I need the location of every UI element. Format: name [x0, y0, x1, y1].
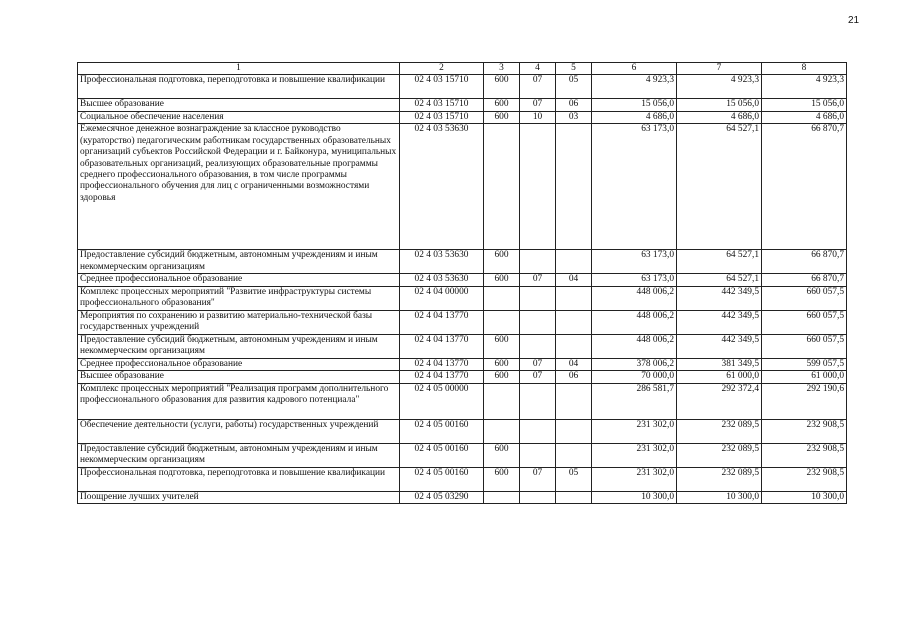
amount-col6: 286 581,7	[592, 383, 677, 419]
column-header: 6	[592, 63, 677, 75]
expense-type	[484, 383, 520, 419]
subsection	[556, 334, 592, 358]
table-row	[78, 99, 847, 112]
section: 07	[520, 371, 556, 383]
target-code: 02 4 03 15710	[400, 112, 484, 124]
amount-col7: 10 300,0	[677, 491, 762, 503]
section	[520, 250, 556, 274]
amount-col8: 66 870,7	[762, 250, 847, 274]
column-header: 7	[677, 63, 762, 75]
amount-col8: 232 908,5	[762, 443, 847, 467]
budget-table	[77, 62, 847, 504]
expense-type: 600	[484, 467, 520, 491]
subsection: 05	[556, 75, 592, 99]
expense-type	[484, 124, 520, 250]
subsection: 06	[556, 371, 592, 383]
row-name: Среднее профессиональное образование	[78, 358, 400, 370]
subsection	[556, 419, 592, 443]
target-code: 02 4 03 53630	[400, 274, 484, 286]
table-row	[78, 419, 847, 443]
table-row	[78, 334, 847, 358]
section	[520, 491, 556, 503]
column-header: 5	[556, 63, 592, 75]
target-code: 02 4 05 00160	[400, 443, 484, 467]
amount-col8: 232 908,5	[762, 419, 847, 443]
amount-col6: 63 173,0	[592, 274, 677, 286]
section: 07	[520, 75, 556, 99]
amount-col7: 232 089,5	[677, 443, 762, 467]
column-header: 3	[484, 63, 520, 75]
amount-col8: 4 923,3	[762, 75, 847, 99]
amount-col8: 660 057,5	[762, 286, 847, 310]
amount-col6: 448 006,2	[592, 334, 677, 358]
expense-type	[484, 491, 520, 503]
amount-col6: 231 302,0	[592, 443, 677, 467]
column-header: 2	[400, 63, 484, 75]
subsection: 05	[556, 467, 592, 491]
expense-type	[484, 286, 520, 310]
row-name: Предоставление субсидий бюджетным, автономным учреждениям и иным некоммерческим организациям	[78, 334, 400, 358]
target-code: 02 4 05 00160	[400, 467, 484, 491]
row-name: Комплекс процессных мероприятий "Реализация программ дополнительного профессионального образования для развития кадрового потенциала"	[78, 383, 400, 419]
row-name: Ежемесячное денежное вознаграждение за классное руководство (кураторство) педагогическим работникам государственных образовательных организаций субъектов Российской Федерации и г. Байконура, муниципальных образовательных организаций, реализующих образовательные программы среднего профессионального образования, в том числе программы профессионального обучения для лиц с ограниченными возможностями здоровья	[78, 124, 400, 250]
table-row	[78, 443, 847, 467]
table-row	[78, 112, 847, 124]
target-code: 02 4 04 13770	[400, 334, 484, 358]
expense-type: 600	[484, 112, 520, 124]
amount-col7: 4 686,0	[677, 112, 762, 124]
subsection: 04	[556, 358, 592, 370]
amount-col7: 61 000,0	[677, 371, 762, 383]
subsection	[556, 286, 592, 310]
row-name: Предоставление субсидий бюджетным, автономным учреждениям и иным некоммерческим организациям	[78, 250, 400, 274]
expense-type: 600	[484, 75, 520, 99]
table-row	[78, 467, 847, 491]
amount-col7: 15 056,0	[677, 99, 762, 112]
expense-type	[484, 310, 520, 334]
amount-col7: 232 089,5	[677, 419, 762, 443]
target-code: 02 4 03 15710	[400, 99, 484, 112]
row-name: Обеспечение деятельности (услуги, работы) государственных учреждений	[78, 419, 400, 443]
amount-col7: 4 923,3	[677, 75, 762, 99]
row-name: Мероприятия по сохранению и развитию материально-технической базы государственных учреждений	[78, 310, 400, 334]
table-row	[78, 75, 847, 99]
table-row	[78, 310, 847, 334]
amount-col7: 64 527,1	[677, 124, 762, 250]
target-code: 02 4 05 00000	[400, 383, 484, 419]
amount-col6: 378 006,2	[592, 358, 677, 370]
table-row	[78, 383, 847, 419]
section	[520, 310, 556, 334]
amount-col7: 442 349,5	[677, 310, 762, 334]
subsection	[556, 250, 592, 274]
row-name: Предоставление субсидий бюджетным, автономным учреждениям и иным некоммерческим организациям	[78, 443, 400, 467]
subsection	[556, 443, 592, 467]
subsection: 03	[556, 112, 592, 124]
section	[520, 334, 556, 358]
target-code: 02 4 03 53630	[400, 250, 484, 274]
amount-col6: 70 000,0	[592, 371, 677, 383]
amount-col7: 442 349,5	[677, 334, 762, 358]
row-name: Профессиональная подготовка, переподготовка и повышение квалификации	[78, 75, 400, 99]
section: 07	[520, 274, 556, 286]
subsection: 04	[556, 274, 592, 286]
amount-col8: 10 300,0	[762, 491, 847, 503]
amount-col7: 292 372,4	[677, 383, 762, 419]
section	[520, 286, 556, 310]
row-name: Профессиональная подготовка, переподготовка и повышение квалификации	[78, 467, 400, 491]
row-name: Социальное обеспечение населения	[78, 112, 400, 124]
amount-col8: 292 190,6	[762, 383, 847, 419]
section	[520, 383, 556, 419]
row-name: Поощрение лучших учителей	[78, 491, 400, 503]
section: 07	[520, 99, 556, 112]
column-number-row	[78, 63, 847, 75]
target-code: 02 4 05 03290	[400, 491, 484, 503]
table-row	[78, 274, 847, 286]
row-name: Комплекс процессных мероприятий "Развитие инфраструктуры системы профессионального образования"	[78, 286, 400, 310]
amount-col8: 15 056,0	[762, 99, 847, 112]
column-header: 1	[78, 63, 400, 75]
amount-col7: 442 349,5	[677, 286, 762, 310]
amount-col6: 448 006,2	[592, 310, 677, 334]
amount-col7: 381 349,5	[677, 358, 762, 370]
amount-col8: 4 686,0	[762, 112, 847, 124]
section: 07	[520, 358, 556, 370]
amount-col6: 15 056,0	[592, 99, 677, 112]
table-row	[78, 491, 847, 503]
subsection	[556, 491, 592, 503]
amount-col7: 64 527,1	[677, 274, 762, 286]
amount-col6: 63 173,0	[592, 124, 677, 250]
table-row	[78, 371, 847, 383]
amount-col6: 231 302,0	[592, 419, 677, 443]
subsection: 06	[556, 99, 592, 112]
expense-type: 600	[484, 250, 520, 274]
amount-col6: 4 923,3	[592, 75, 677, 99]
target-code: 02 4 03 15710	[400, 75, 484, 99]
target-code: 02 4 04 13770	[400, 371, 484, 383]
subsection	[556, 383, 592, 419]
target-code: 02 4 04 13770	[400, 358, 484, 370]
expense-type: 600	[484, 274, 520, 286]
expense-type: 600	[484, 371, 520, 383]
amount-col8: 599 057,5	[762, 358, 847, 370]
row-name: Среднее профессиональное образование	[78, 274, 400, 286]
section	[520, 419, 556, 443]
section: 07	[520, 467, 556, 491]
target-code: 02 4 05 00160	[400, 419, 484, 443]
amount-col6: 4 686,0	[592, 112, 677, 124]
table-row	[78, 286, 847, 310]
table-row	[78, 358, 847, 370]
page-number: 21	[848, 15, 860, 26]
amount-col8: 660 057,5	[762, 310, 847, 334]
section	[520, 443, 556, 467]
target-code: 02 4 04 00000	[400, 286, 484, 310]
table-row	[78, 250, 847, 274]
subsection	[556, 124, 592, 250]
section: 10	[520, 112, 556, 124]
section	[520, 124, 556, 250]
amount-col6: 10 300,0	[592, 491, 677, 503]
expense-type: 600	[484, 334, 520, 358]
subsection	[556, 310, 592, 334]
amount-col8: 66 870,7	[762, 124, 847, 250]
target-code: 02 4 04 13770	[400, 310, 484, 334]
column-header: 8	[762, 63, 847, 75]
amount-col6: 448 006,2	[592, 286, 677, 310]
expense-type: 600	[484, 443, 520, 467]
expense-type	[484, 419, 520, 443]
expense-type: 600	[484, 99, 520, 112]
amount-col7: 232 089,5	[677, 467, 762, 491]
amount-col8: 232 908,5	[762, 467, 847, 491]
amount-col8: 66 870,7	[762, 274, 847, 286]
target-code: 02 4 03 53630	[400, 124, 484, 250]
row-name: Высшее образование	[78, 371, 400, 383]
amount-col8: 61 000,0	[762, 371, 847, 383]
amount-col6: 231 302,0	[592, 467, 677, 491]
table-row	[78, 124, 847, 250]
expense-type: 600	[484, 358, 520, 370]
column-header: 4	[520, 63, 556, 75]
amount-col6: 63 173,0	[592, 250, 677, 274]
row-name: Высшее образование	[78, 99, 400, 112]
amount-col8: 660 057,5	[762, 334, 847, 358]
amount-col7: 64 527,1	[677, 250, 762, 274]
